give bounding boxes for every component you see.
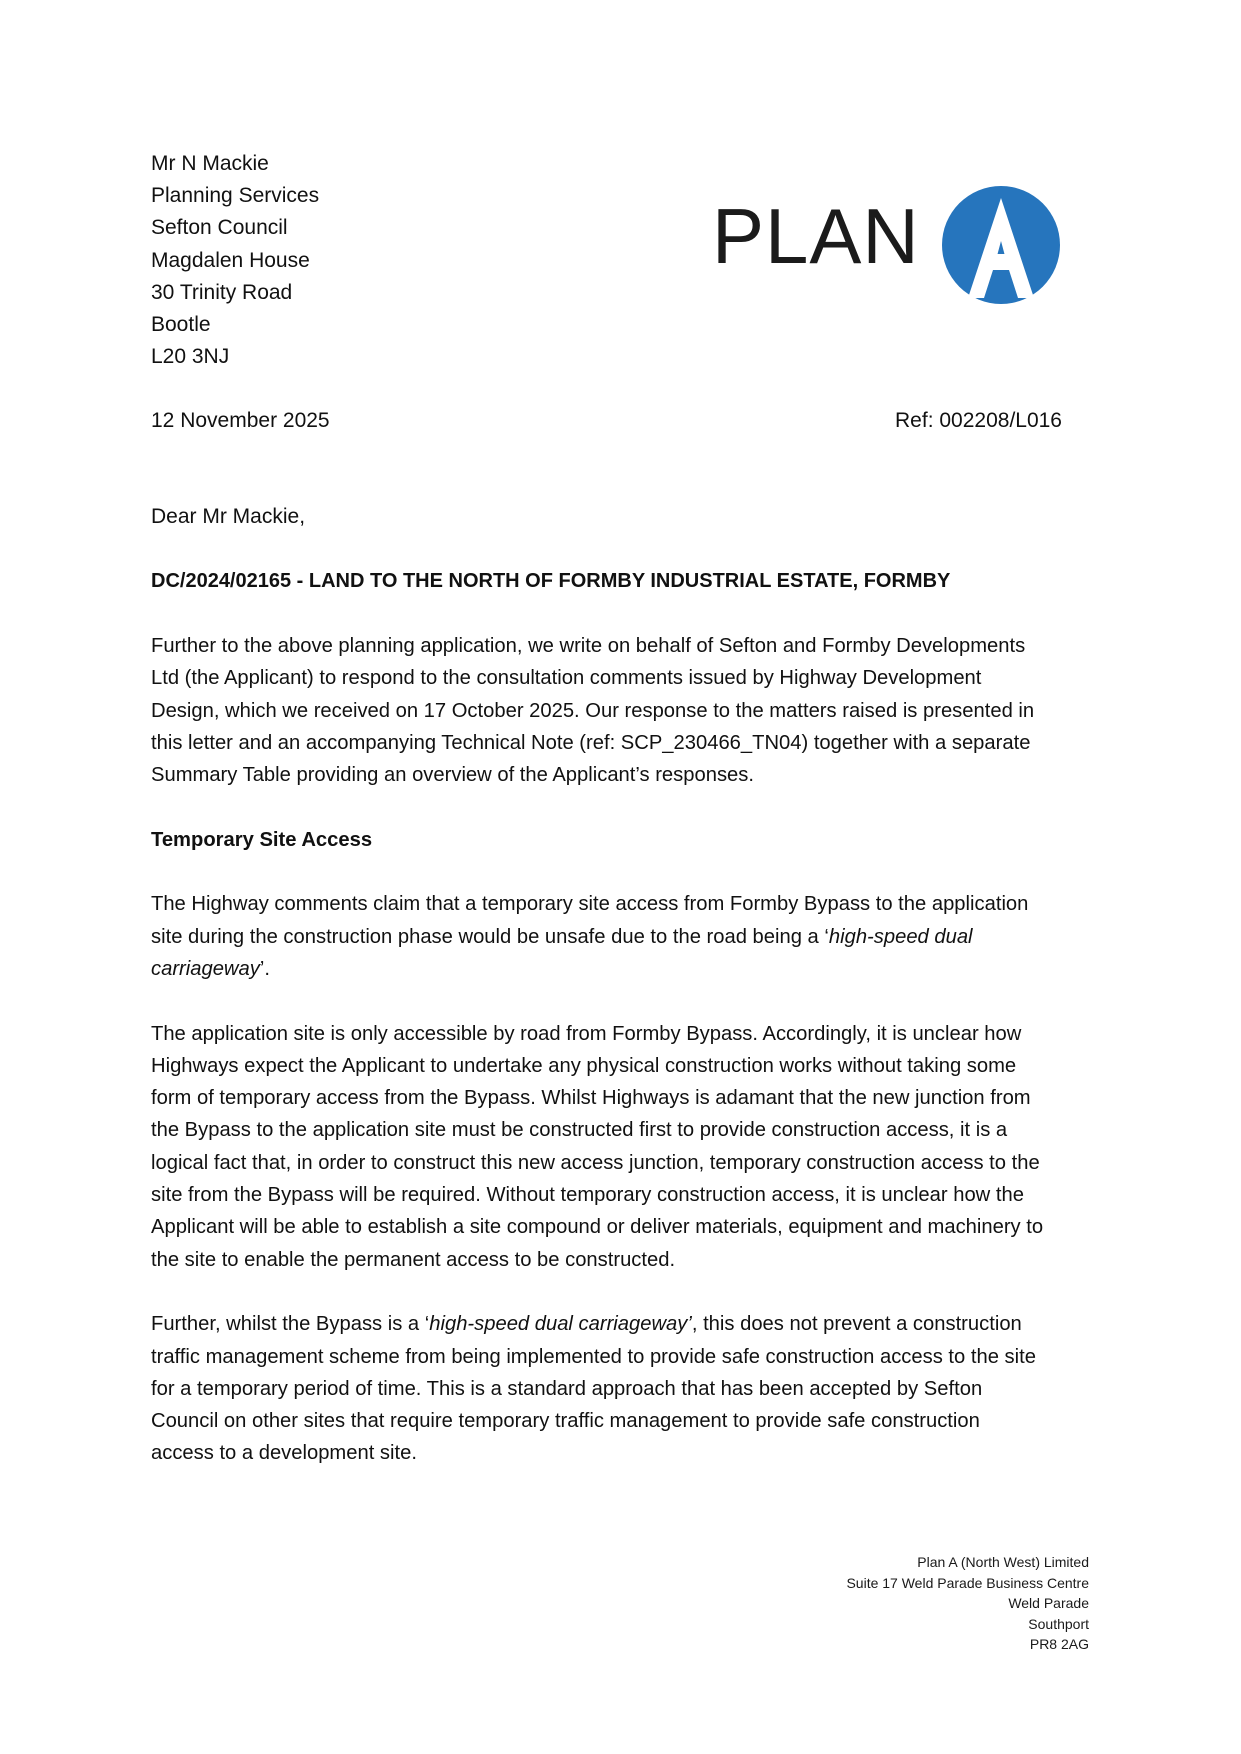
text-line [151,1308,1106,1340]
italic-quote: high-speed dual [828,925,973,948]
text-line: Summary Table providing an overview of the Applicant’s responses. [151,764,754,787]
address-line: L20 3NJ [151,345,230,369]
address-line: Mr N Mackie [151,152,269,175]
text-line [151,921,1106,953]
text-line: Council on other sites that require temporary traffic management to provide safe construction [151,1410,980,1433]
text-line: the Bypass to the application site must be constructed first to provide construction access, it is a [151,1119,1008,1142]
text-line [151,953,1106,985]
text-line: this letter and an accompanying Technical Note (ref: SCP_230466_TN04) together with a separate [151,731,1031,754]
section-heading: Temporary Site Access [151,828,373,851]
text-line: Applicant will be able to establish a site compound or deliver materials, equipment and machinery to [151,1216,1044,1239]
plan-a-logo [712,186,1062,306]
letter-date: 12 November 2025 [151,409,330,432]
salutation: Dear Mr Mackie, [151,505,306,528]
address-line: Bootle [151,313,211,337]
text-line: The Highway comments claim that a temporary site access from Formby Bypass to the application [151,893,1029,916]
text-line: Design, which we received on 17 October 2025. Our response to the matters raised is presented in [151,699,1035,722]
text-line: logical fact that, in order to construct this new access junction, temporary construction access to the [151,1151,1040,1174]
paragraph-traffic-management [151,1308,1106,1469]
letter-reference: Ref: 002208/L016 [895,409,1062,432]
logo-a-mark-icon [942,186,1060,304]
recipient-address [151,148,319,373]
paragraph-highway-comments [151,888,1106,985]
text-segment: ’. [259,957,270,980]
subject-line: DC/2024/02165 - LAND TO THE NORTH OF FORMBY INDUSTRIAL ESTATE, FORMBY [151,570,951,592]
footer-line: PR8 2AG [1029,1636,1089,1652]
text-line: access to a development site. [151,1442,417,1465]
company-footer-address [846,1552,1089,1655]
footer-line: Weld Parade [1008,1595,1089,1611]
footer-line: Plan A (North West) Limited [917,1554,1089,1570]
address-line: 30 Trinity Road [151,280,293,304]
text-line: Highways expect the Applicant to undertake any physical construction works without taking some [151,1054,1017,1077]
text-line: for a temporary period of time. This is a standard approach that has been accepted by Sefton [151,1377,983,1400]
text-line: Ltd (the Applicant) to respond to the consultation comments issued by Highway Development [151,667,982,690]
text-line: traffic management scheme from being implemented to provide safe construction access to the site [151,1345,1036,1368]
text-line: The application site is only accessible by road from Formby Bypass. Accordingly, it is unclear how [151,1022,1022,1045]
text-segment: Further, whilst the Bypass is a ‘ [151,1313,430,1336]
footer-line: Southport [1028,1615,1089,1632]
address-line: Planning Services [151,184,320,208]
italic-quote: carriageway [151,957,260,980]
text-segment: site during the construction phase would be unsafe due to the road being a ‘ [151,925,829,948]
address-line: Magdalen House [151,248,310,272]
text-line: site from the Bypass will be required. Without temporary construction access, it is unclear how the [151,1184,1024,1207]
text-line: form of temporary access from the Bypass. Whilst Highways is adamant that the new junction from [151,1087,1031,1110]
paragraph-site-accessibility [151,1018,1106,1276]
text-line: the site to enable the permanent access to be constructed. [151,1248,676,1271]
letter-body [151,630,1106,1502]
text-line: Further to the above planning application, we write on behalf of Sefton and Formby Developments [151,635,1026,657]
paragraph-introduction [151,630,1106,791]
text-segment: , this does not prevent a construction [691,1313,1022,1336]
footer-line: Suite 17 Weld Parade Business Centre [846,1574,1089,1591]
italic-quote: high-speed dual carriageway’ [429,1313,692,1336]
logo-wordmark: PLAN [712,192,920,280]
address-line: Sefton Council [151,216,288,240]
